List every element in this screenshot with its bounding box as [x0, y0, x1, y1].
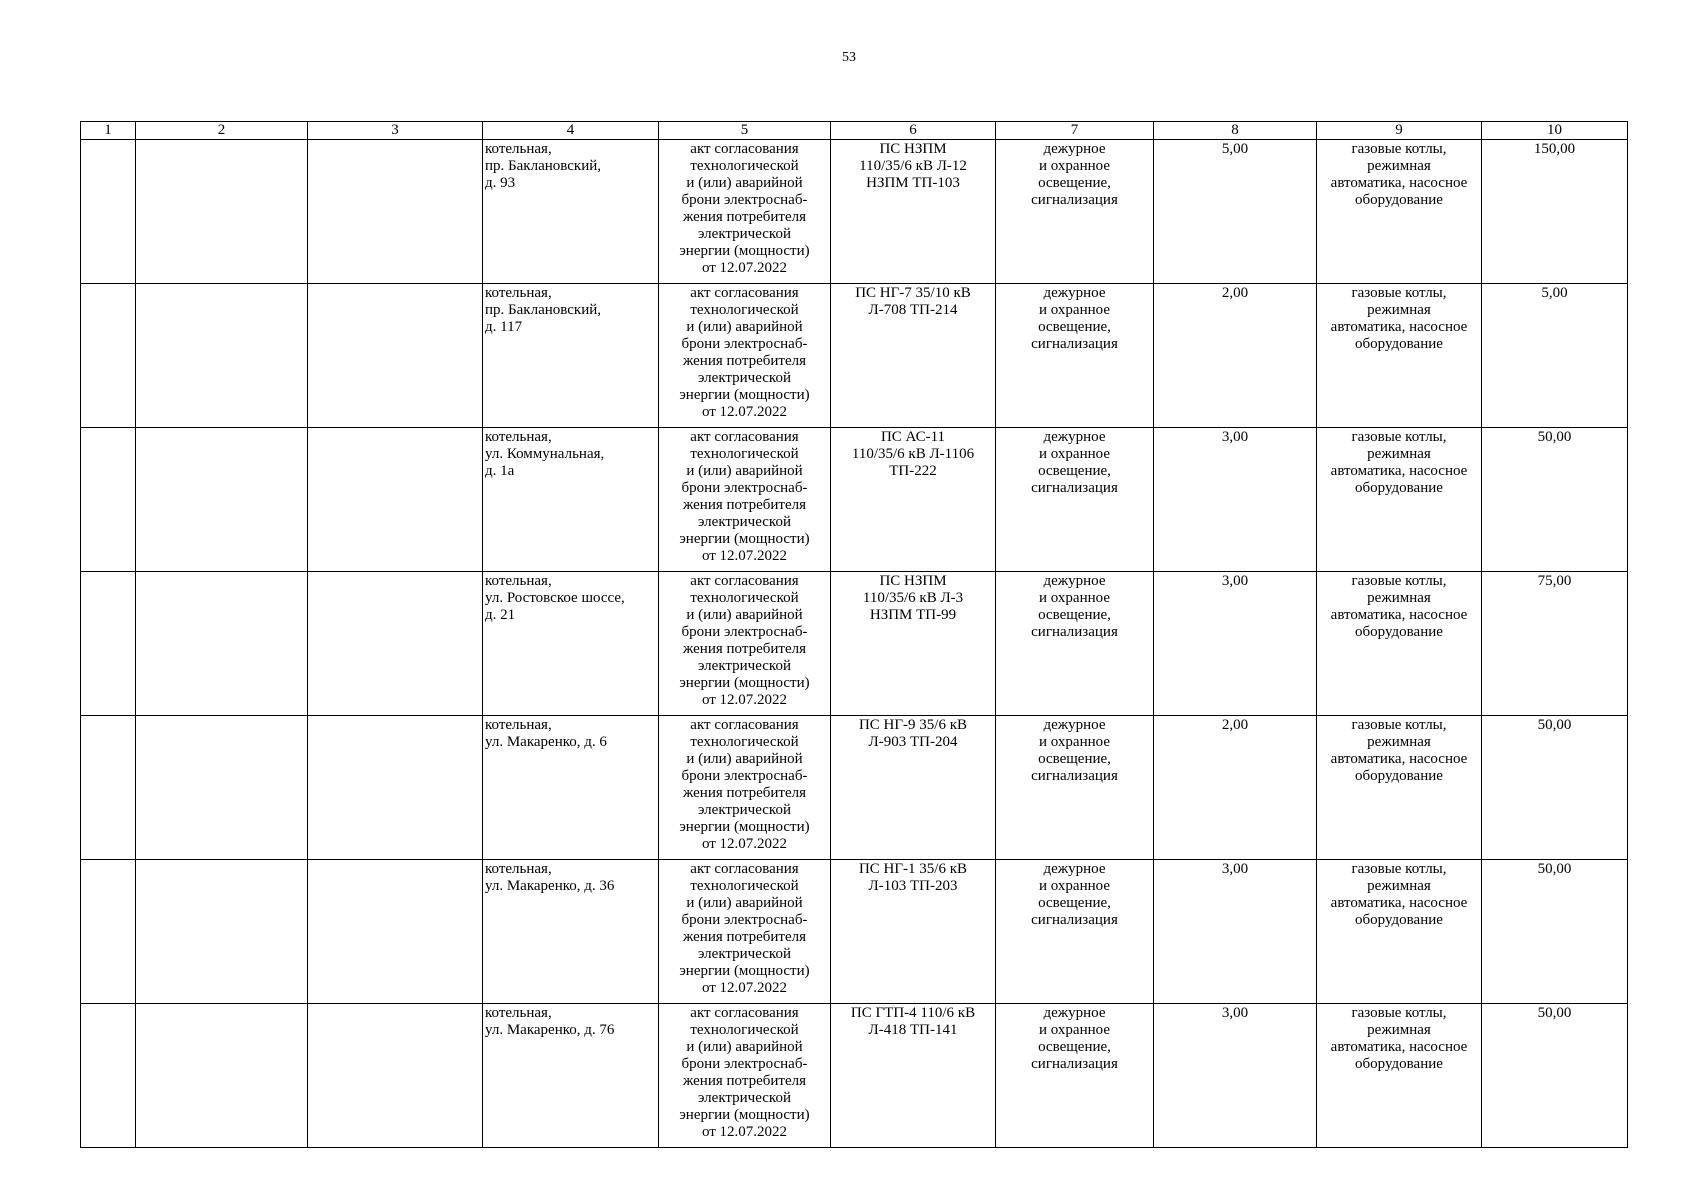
cell-col-3 — [308, 860, 483, 1004]
cell-power-source: ПС НГ-9 35/6 кВ Л-903 ТП-204 — [831, 716, 996, 860]
column-header: 5 — [659, 122, 831, 140]
cell-object-name: котельная, ул. Макаренко, д. 6 — [483, 716, 659, 860]
cell-col-3 — [308, 572, 483, 716]
column-header: 10 — [1482, 122, 1628, 140]
cell-consumers: дежурное и охранное освещение, сигнализация — [996, 1004, 1154, 1148]
cell-power-source: ПС НЗПМ 110/35/6 кВ Л-3 НЗПМ ТП-99 — [831, 572, 996, 716]
header-row — [81, 122, 1628, 140]
cell-col-2 — [136, 284, 308, 428]
cell-value: 50,00 — [1482, 1004, 1628, 1148]
cell-consumers: дежурное и охранное освещение, сигнализация — [996, 140, 1154, 284]
cell-equipment: газовые котлы, режимная автоматика, насосное оборудование — [1317, 428, 1482, 572]
cell-power-value: 3,00 — [1154, 572, 1317, 716]
cell-col-3 — [308, 284, 483, 428]
cell-object-name: котельная, ул. Коммунальная, д. 1а — [483, 428, 659, 572]
column-header: 8 — [1154, 122, 1317, 140]
column-header: 3 — [308, 122, 483, 140]
cell-col-2 — [136, 860, 308, 1004]
cell-object-name: котельная, ул. Макаренко, д. 36 — [483, 860, 659, 1004]
cell-consumers: дежурное и охранное освещение, сигнализация — [996, 428, 1154, 572]
cell-power-value: 2,00 — [1154, 716, 1317, 860]
cell-power-source: ПС НЗПМ 110/35/6 кВ Л-12 НЗПМ ТП-103 — [831, 140, 996, 284]
table-row — [81, 860, 1628, 1004]
cell-power-value: 3,00 — [1154, 1004, 1317, 1148]
cell-document: акт согласования технологической и (или) аварийной брони электроснаб- жения потребителя электрической энергии (мощности) от 12.07.2022 — [659, 140, 831, 284]
cell-object-name: котельная, пр. Баклановский, д. 93 — [483, 140, 659, 284]
cell-value: 50,00 — [1482, 428, 1628, 572]
cell-equipment: газовые котлы, режимная автоматика, насосное оборудование — [1317, 1004, 1482, 1148]
cell-value: 75,00 — [1482, 572, 1628, 716]
cell-power-source: ПС ГТП-4 110/6 кВ Л-418 ТП-141 — [831, 1004, 996, 1148]
cell-col-2 — [136, 1004, 308, 1148]
cell-document: акт согласования технологической и (или) аварийной брони электроснаб- жения потребителя электрической энергии (мощности) от 12.07.2022 — [659, 428, 831, 572]
table-row — [81, 140, 1628, 284]
cell-col-1 — [81, 428, 136, 572]
cell-col-1 — [81, 284, 136, 428]
cell-col-2 — [136, 140, 308, 284]
cell-consumers: дежурное и охранное освещение, сигнализация — [996, 860, 1154, 1004]
cell-value: 50,00 — [1482, 860, 1628, 1004]
cell-power-value: 2,00 — [1154, 284, 1317, 428]
cell-col-1 — [81, 1004, 136, 1148]
cell-col-1 — [81, 572, 136, 716]
cell-col-3 — [308, 428, 483, 572]
cell-consumers: дежурное и охранное освещение, сигнализация — [996, 284, 1154, 428]
column-header: 6 — [831, 122, 996, 140]
cell-col-2 — [136, 428, 308, 572]
cell-power-value: 5,00 — [1154, 140, 1317, 284]
cell-document: акт согласования технологической и (или) аварийной брони электроснаб- жения потребителя электрической энергии (мощности) от 12.07.2022 — [659, 284, 831, 428]
cell-document: акт согласования технологической и (или) аварийной брони электроснаб- жения потребителя электрической энергии (мощности) от 12.07.2022 — [659, 1004, 831, 1148]
cell-col-2 — [136, 716, 308, 860]
cell-col-3 — [308, 716, 483, 860]
column-header: 4 — [483, 122, 659, 140]
table-row — [81, 572, 1628, 716]
cell-object-name: котельная, ул. Макаренко, д. 76 — [483, 1004, 659, 1148]
cell-value: 50,00 — [1482, 716, 1628, 860]
cell-equipment: газовые котлы, режимная автоматика, насосное оборудование — [1317, 716, 1482, 860]
cell-col-1 — [81, 860, 136, 1004]
cell-power-source: ПС НГ-1 35/6 кВ Л-103 ТП-203 — [831, 860, 996, 1004]
cell-col-1 — [81, 140, 136, 284]
cell-equipment: газовые котлы, режимная автоматика, насосное оборудование — [1317, 140, 1482, 284]
cell-value: 5,00 — [1482, 284, 1628, 428]
cell-document: акт согласования технологической и (или) аварийной брони электроснаб- жения потребителя электрической энергии (мощности) от 12.07.2022 — [659, 860, 831, 1004]
column-header: 2 — [136, 122, 308, 140]
cell-equipment: газовые котлы, режимная автоматика, насосное оборудование — [1317, 572, 1482, 716]
cell-equipment: газовые котлы, режимная автоматика, насосное оборудование — [1317, 860, 1482, 1004]
table-body — [81, 140, 1628, 1148]
cell-object-name: котельная, ул. Ростовское шоссе, д. 21 — [483, 572, 659, 716]
cell-power-source: ПС АС-11 110/35/6 кВ Л-1106 ТП-222 — [831, 428, 996, 572]
data-table — [80, 121, 1628, 1148]
column-header: 1 — [81, 122, 136, 140]
column-header: 7 — [996, 122, 1154, 140]
cell-col-2 — [136, 572, 308, 716]
cell-value: 150,00 — [1482, 140, 1628, 284]
cell-object-name: котельная, пр. Баклановский, д. 117 — [483, 284, 659, 428]
cell-power-value: 3,00 — [1154, 428, 1317, 572]
cell-document: акт согласования технологической и (или) аварийной брони электроснаб- жения потребителя электрической энергии (мощности) от 12.07.2022 — [659, 572, 831, 716]
cell-col-3 — [308, 140, 483, 284]
cell-power-value: 3,00 — [1154, 860, 1317, 1004]
table-row — [81, 428, 1628, 572]
table-row — [81, 284, 1628, 428]
cell-consumers: дежурное и охранное освещение, сигнализация — [996, 572, 1154, 716]
cell-col-3 — [308, 1004, 483, 1148]
cell-equipment: газовые котлы, режимная автоматика, насосное оборудование — [1317, 284, 1482, 428]
table-row — [81, 716, 1628, 860]
page-number: 53 — [842, 50, 856, 65]
cell-document: акт согласования технологической и (или) аварийной брони электроснаб- жения потребителя электрической энергии (мощности) от 12.07.2022 — [659, 716, 831, 860]
cell-col-1 — [81, 716, 136, 860]
cell-consumers: дежурное и охранное освещение, сигнализация — [996, 716, 1154, 860]
table-row — [81, 1004, 1628, 1148]
column-header: 9 — [1317, 122, 1482, 140]
cell-power-source: ПС НГ-7 35/10 кВ Л-708 ТП-214 — [831, 284, 996, 428]
